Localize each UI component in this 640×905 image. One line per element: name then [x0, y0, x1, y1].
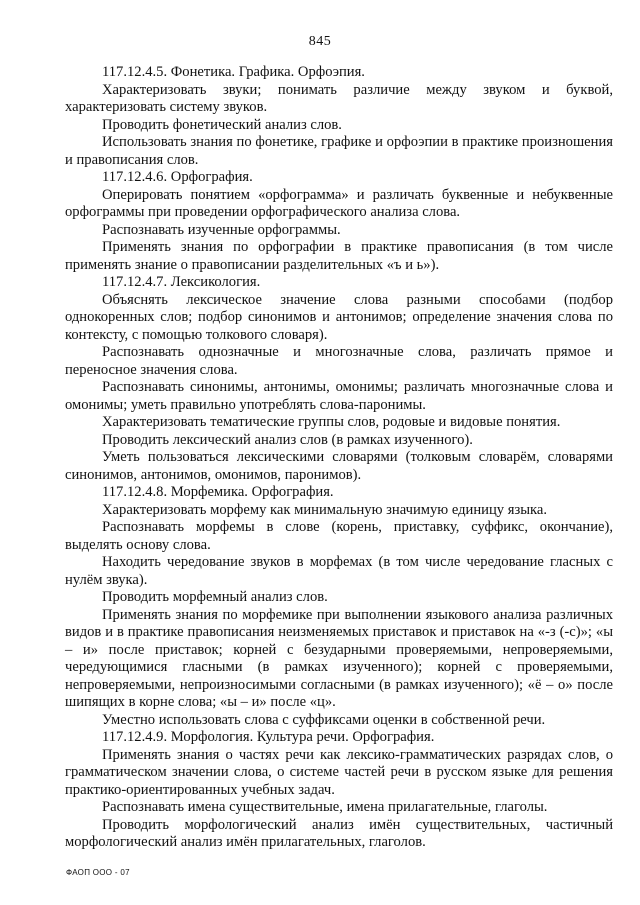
paragraph: Проводить морфологический анализ имён существительных, частичный морфологический анализ имён прилагательных, глаголов.: [65, 816, 613, 850]
section-heading: 117.12.4.5. Фонетика. Графика. Орфоэпия.: [102, 64, 365, 80]
section-heading: 117.12.4.6. Орфография.: [102, 169, 253, 185]
paragraph: Распознавать имена существительные, имена прилагательные, глаголы.: [102, 799, 548, 815]
paragraph: Характеризовать тематические группы слов, родовые и видовые понятия.: [102, 414, 561, 430]
paragraph: Применять знания по морфемике при выполнении языкового анализа различных видов и в практике правописания неизменяемых приставок и приставок на «-з (-с)»; «ы – и» после приставок; корней с безударными проверяемыми, непроверяемыми, чередующимися гласными (в рамках изученного); корней с проверяемыми, непроверяемыми, непроизносимыми согласными (в рамках изученного); «ё – о» после шипящих в корне слова; «ы – и» после «ц».: [65, 606, 613, 710]
page-number: 845: [308, 34, 332, 49]
paragraph: Распознавать однозначные и многозначные слова, различать прямое и переносное значения слова.: [65, 344, 613, 378]
section-heading: 117.12.4.7. Лексикология.: [102, 274, 261, 290]
paragraph: Характеризовать звуки; понимать различие между звуком и буквой, характеризовать систему звуков.: [65, 81, 613, 115]
paragraph: Использовать знания по фонетике, графике и орфоэпии в практике произношения и правописания слов.: [65, 134, 613, 168]
paragraph: Применять знания по орфографии в практике правописания (в том числе применять знание о правописании разделительных «ъ и ь»).: [65, 239, 613, 273]
paragraph: Характеризовать морфему как минимальную значимую единицу языка.: [102, 501, 548, 518]
document-body: [65, 64, 613, 852]
paragraph: Проводить морфемный анализ слов.: [102, 589, 328, 605]
paragraph: Уместно использовать слова с суффиксами оценки в собственной речи.: [102, 711, 546, 728]
paragraph: Находить чередование звуков в морфемах (в том числе чередование гласных с нулём звука).: [65, 554, 613, 588]
paragraph: Объяснять лексическое значение слова разными способами (подбор однокоренных слов; подбор синонимов и антонимов; определение значения слова по контексту, с помощью толкового словаря).: [65, 291, 613, 343]
paragraph: Проводить лексический анализ слов (в рамках изученного).: [102, 431, 473, 448]
paragraph: Применять знания о частях речи как лексико-грамматических разрядах слов, о грамматическом значении слова, о системе частей речи в русском языке для решения практико-ориентированных учебных задач.: [65, 746, 613, 798]
page-footer: ФАОП ООО - 07: [66, 868, 130, 877]
paragraph: Уметь пользоваться лексическими словарями (толковым словарём, словарями синонимов, антонимов, омонимов, паронимов).: [65, 449, 613, 483]
paragraph: Оперировать понятием «орфограмма» и различать буквенные и небуквенные орфограммы при проведении орфографического анализа слова.: [65, 186, 613, 220]
paragraph: Проводить фонетический анализ слов.: [102, 116, 342, 133]
paragraph: Распознавать синонимы, антонимы, омонимы; различать многозначные слова и омонимы; уметь правильно употреблять слова-паронимы.: [65, 379, 613, 413]
paragraph: Распознавать изученные орфограммы.: [102, 221, 341, 238]
section-heading: 117.12.4.8. Морфемика. Орфография.: [102, 484, 334, 500]
section-heading: 117.12.4.9. Морфология. Культура речи. Орфография.: [102, 729, 435, 745]
paragraph: Распознавать морфемы в слове (корень, приставку, суффикс, окончание), выделять основу слова.: [65, 519, 613, 553]
